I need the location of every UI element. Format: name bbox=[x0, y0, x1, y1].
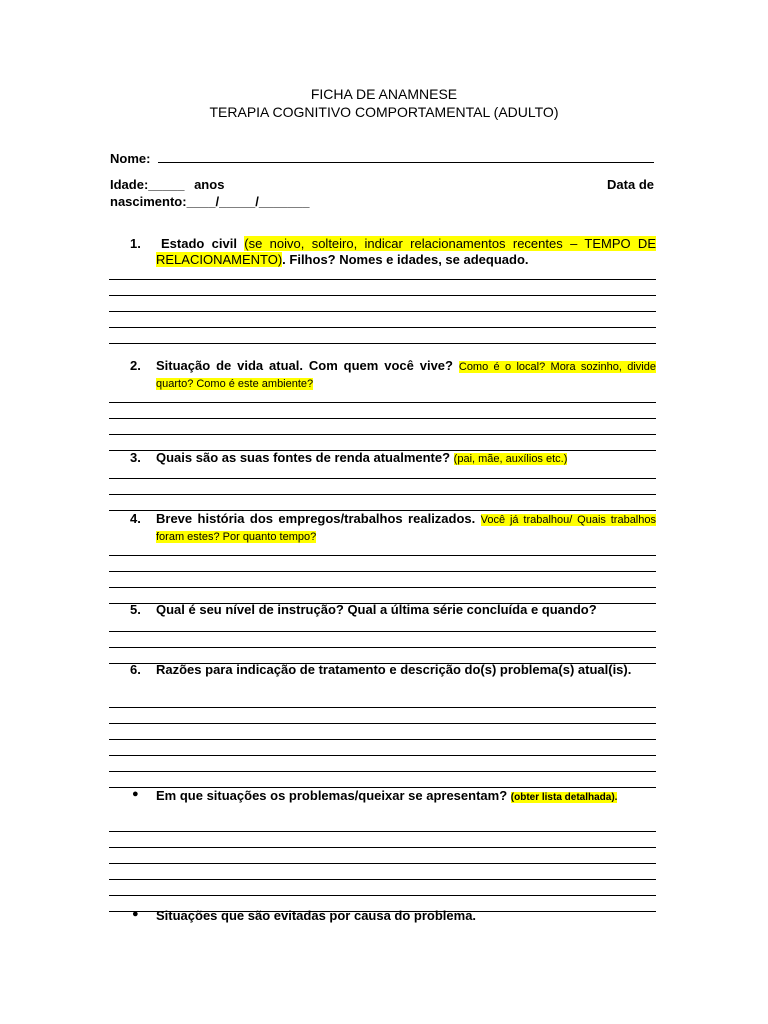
answer-lines-2[interactable] bbox=[109, 387, 656, 451]
answer-lines-5[interactable] bbox=[109, 616, 656, 664]
nome-field bbox=[110, 150, 656, 166]
answer-lines-4[interactable] bbox=[109, 540, 656, 604]
question-number: 1. bbox=[130, 236, 141, 251]
nascimento-field bbox=[110, 194, 656, 209]
bullet-2 bbox=[110, 908, 656, 924]
nascimento-label[interactable]: nascimento:____/_____/_______ bbox=[110, 194, 310, 209]
question-tail: . Filhos? Nomes e idades, se adequado. bbox=[282, 252, 529, 267]
document-title: FICHA DE ANAMNESE bbox=[310, 86, 458, 102]
document-header bbox=[0, 85, 768, 121]
idade-input-line[interactable]: _____ bbox=[148, 177, 185, 192]
bullet-label: Em que situações os problemas/queixar se apresentam? bbox=[156, 788, 508, 803]
document-subtitle: TERAPIA COGNITIVO COMPORTAMENTAL (ADULTO) bbox=[209, 104, 559, 120]
anos-label: anos bbox=[194, 177, 225, 192]
question-label: Razões para indicação de tratamento e descrição do(s) problema(s) atual(is). bbox=[156, 662, 632, 677]
bullet-label: Situações que são evitadas por causa do problema. bbox=[156, 908, 477, 923]
nome-input-line[interactable] bbox=[158, 150, 654, 163]
question-number: 3. bbox=[130, 450, 141, 465]
bullet-icon: ● bbox=[132, 908, 139, 920]
question-number: 4. bbox=[130, 511, 141, 526]
bullet-icon: ● bbox=[132, 788, 139, 800]
question-6 bbox=[110, 662, 656, 678]
question-highlight: Como é o local? Mora sozinho, divide quarto? Como é este ambiente? bbox=[156, 361, 656, 390]
answer-lines-bullet-1[interactable] bbox=[109, 816, 656, 912]
question-number: 6. bbox=[130, 662, 141, 677]
bullet-highlight: (obter lista detalhada). bbox=[510, 792, 618, 803]
question-number: 5. bbox=[130, 602, 141, 617]
bullet-1 bbox=[110, 788, 656, 806]
question-label: Estado civil bbox=[161, 236, 237, 251]
question-label: Situação de vida atual. Com quem você vive? bbox=[156, 358, 453, 373]
idade-label: Idade: bbox=[110, 177, 149, 192]
idade-field bbox=[110, 177, 656, 192]
answer-lines-1[interactable] bbox=[109, 264, 656, 344]
question-highlight: Você já trabalhou/ Quais trabalhos foram estes? Por quanto tempo? bbox=[156, 514, 656, 543]
data-label: Data de bbox=[607, 177, 654, 192]
nome-label: Nome: bbox=[110, 151, 151, 166]
answer-lines-6[interactable] bbox=[109, 692, 656, 788]
question-label: Quais são as suas fontes de renda atualmente? bbox=[156, 450, 451, 465]
question-label: Breve história dos empregos/trabalhos realizados. bbox=[156, 511, 476, 526]
question-highlight: (se noivo, solteiro, indicar relacionamentos recentes – TEMPO DE RELACIONAMENTO) bbox=[156, 236, 656, 267]
question-number: 2. bbox=[130, 358, 141, 373]
question-label: Qual é seu nível de instrução? Qual a última série concluída e quando? bbox=[156, 602, 597, 617]
question-highlight: (pai, mãe, auxílios etc.) bbox=[453, 453, 568, 465]
answer-lines-3[interactable] bbox=[109, 463, 656, 511]
